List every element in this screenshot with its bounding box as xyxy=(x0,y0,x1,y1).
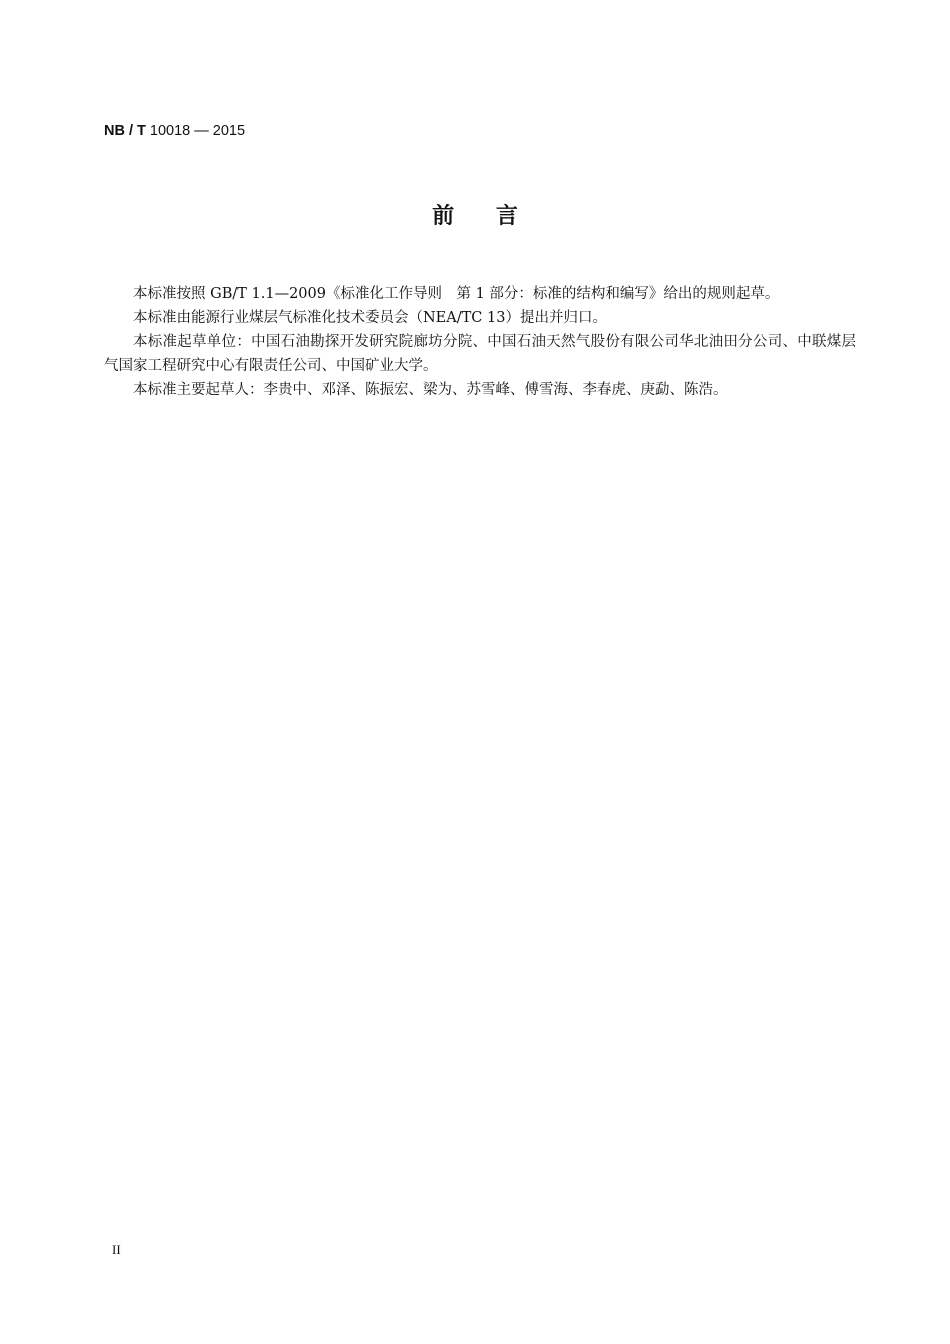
document-code-number: 10018 — 2015 xyxy=(145,123,246,139)
foreword-body xyxy=(104,282,856,402)
document-code-prefix: NB / T xyxy=(104,123,146,139)
paragraph-drafting-units: 本标准起草单位：中国石油勘探开发研究院廊坊分院、中国石油天然气股份有限公司华北油田分公司、中联煤层气国家工程研究中心有限责任公司、中国矿业大学。 xyxy=(104,334,856,374)
document-code-header xyxy=(104,121,245,141)
paragraph-drafters: 本标准主要起草人：李贵中、邓泽、陈振宏、梁为、苏雪峰、傅雪海、李春虎、庚勐、陈浩。 xyxy=(133,382,728,398)
paragraph-drafting-rules: 本标准按照 GB/T 1.1—2009《标准化工作导则 第 1 部分：标准的结构和编写》给出的规则起草。 xyxy=(133,286,780,302)
page-number: II xyxy=(112,1242,121,1257)
page-title: 前言 xyxy=(432,204,560,229)
paragraph-proposer: 本标准由能源行业煤层气标准化技术委员会（NEA/TC 13）提出并归口。 xyxy=(133,310,607,326)
